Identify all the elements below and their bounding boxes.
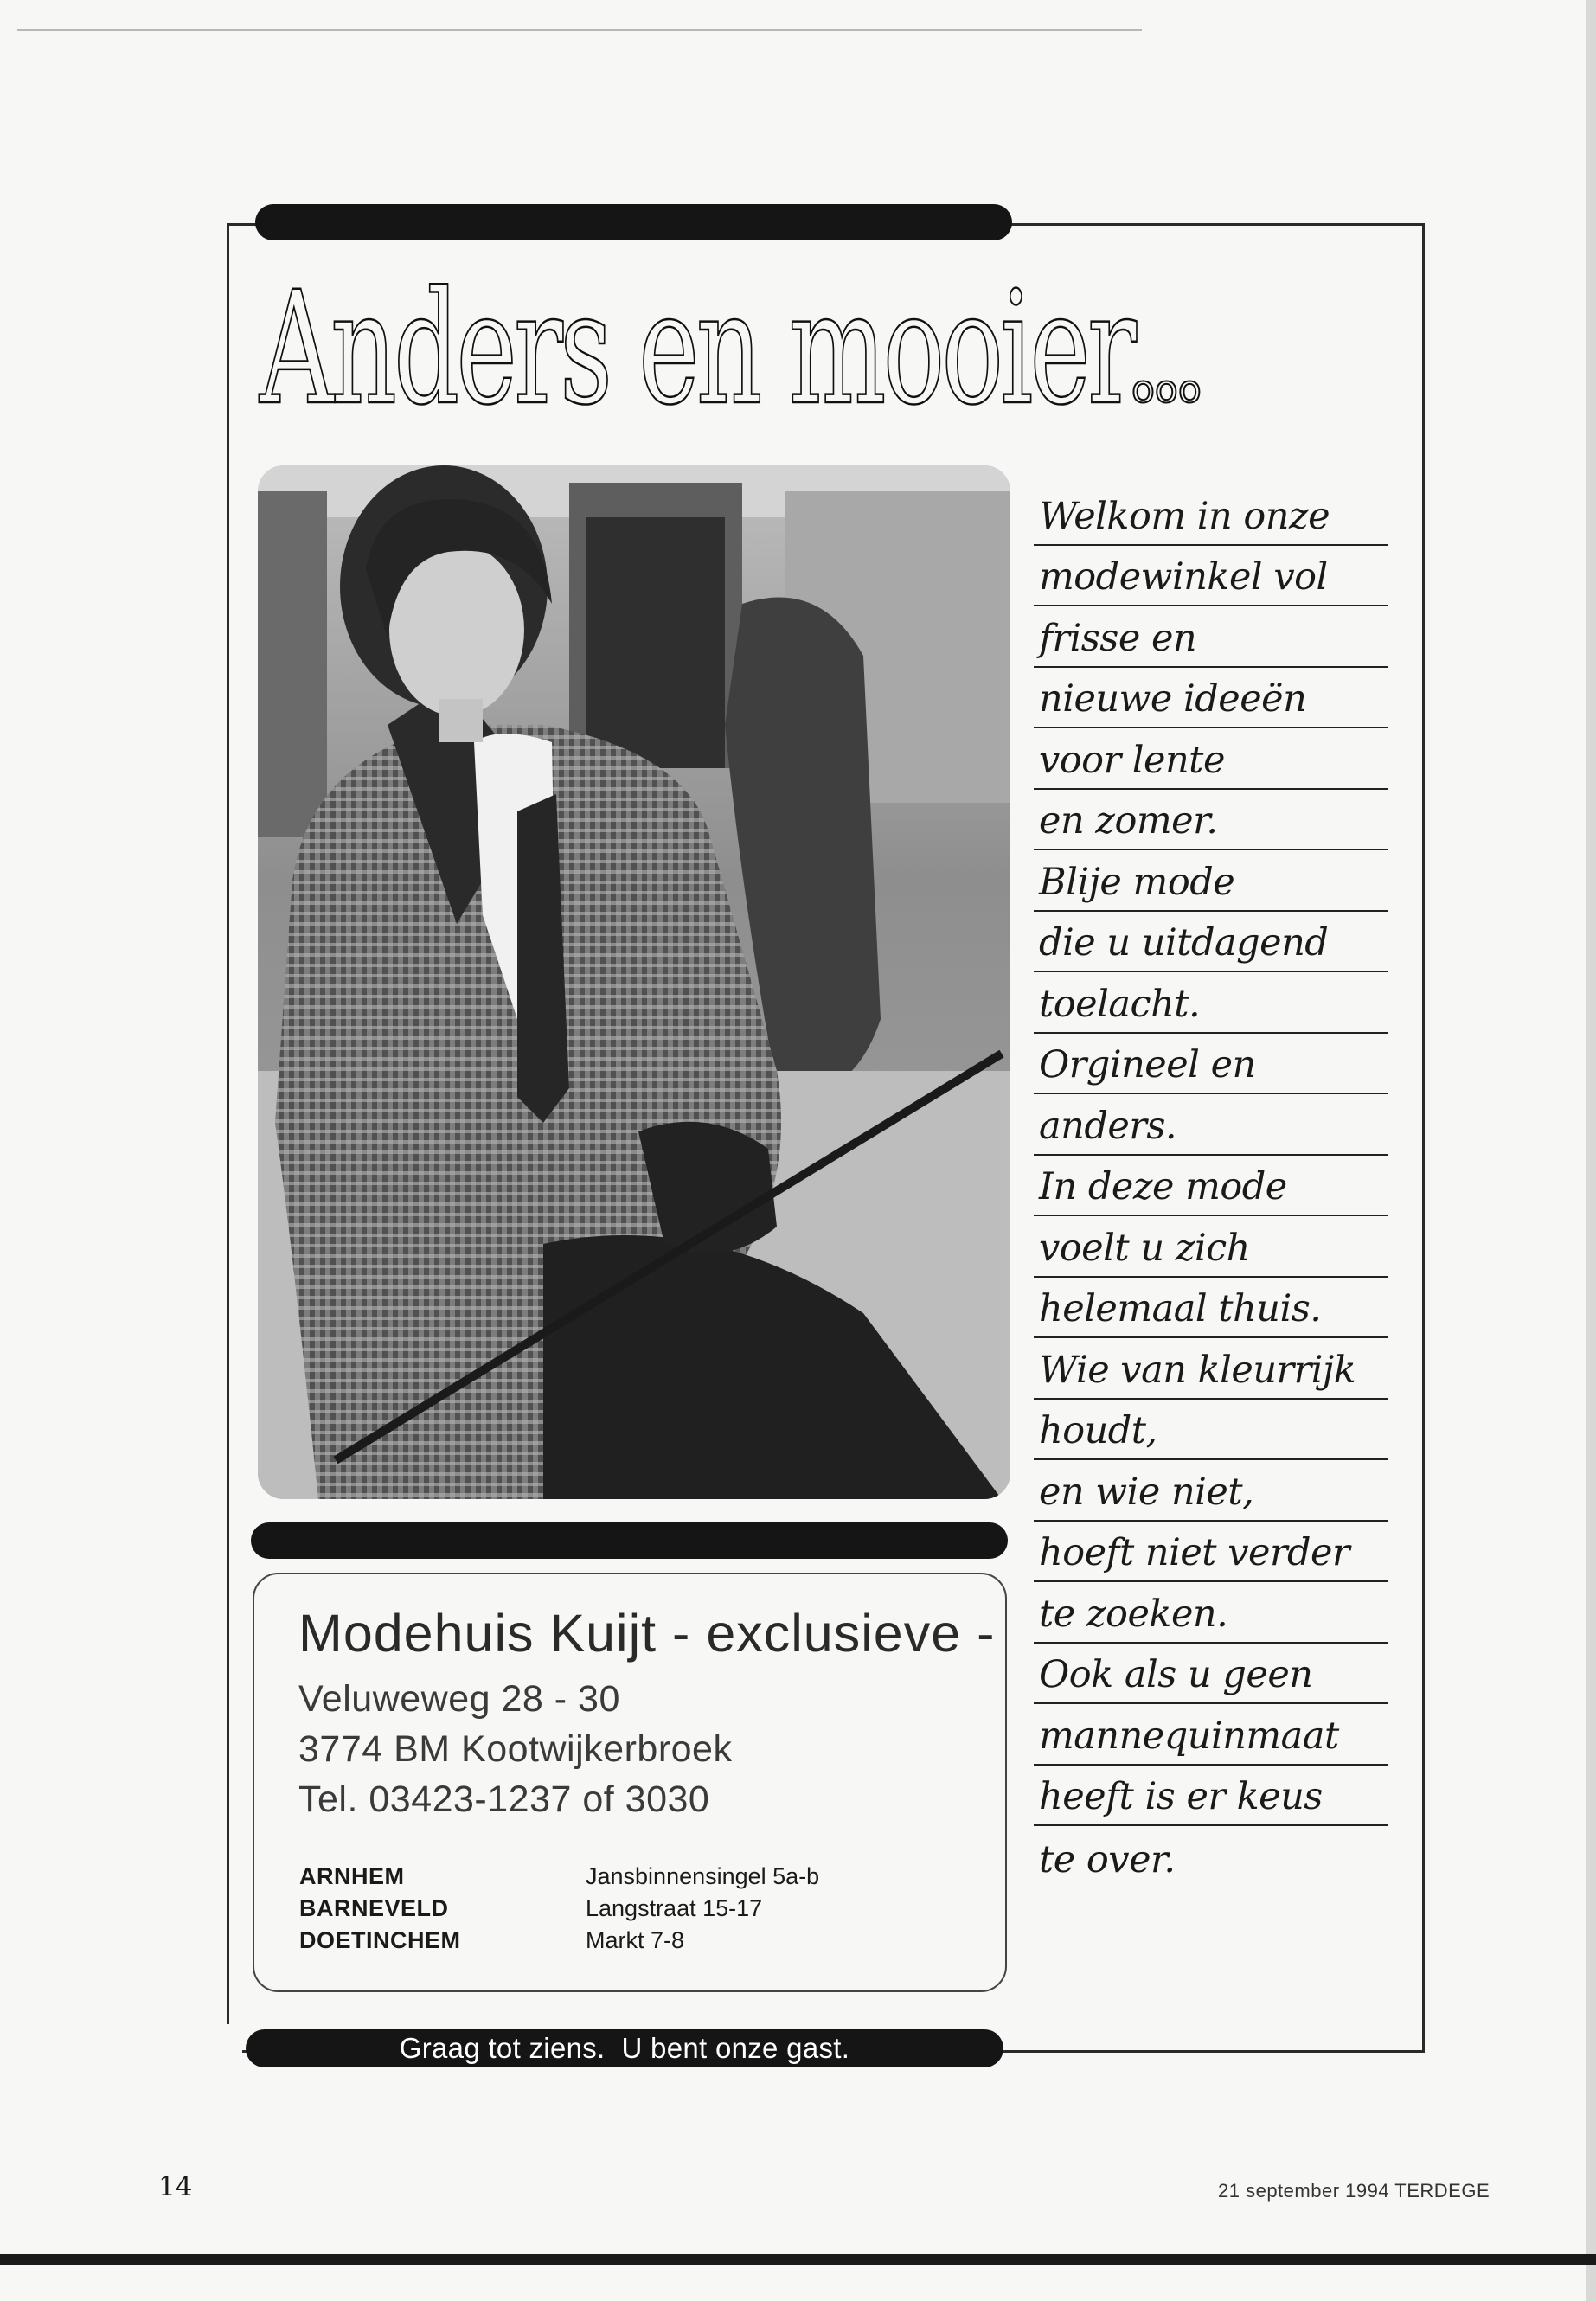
svg-text:ooo: ooo <box>1131 368 1202 412</box>
poem-line: Wie van kleurrijk <box>1034 1338 1388 1400</box>
branch-address: Jansbinnensingel 5a-b <box>586 1863 820 1889</box>
slogan-text: Graag tot ziens. U bent onze gast. <box>399 2032 850 2064</box>
headline <box>251 234 1246 433</box>
branch-address: Markt 7-8 <box>586 1927 685 1953</box>
poem-line: heeft is er keus <box>1034 1766 1388 1827</box>
poem-line: Blije mode <box>1034 850 1388 912</box>
poem-line: hoeft niet verder <box>1034 1522 1388 1583</box>
poem-line: toelacht. <box>1034 972 1388 1034</box>
photo-illustration <box>258 465 1010 1499</box>
svg-text:Anders en mooier: Anders en mooier <box>258 259 1138 433</box>
middle-black-bar <box>251 1522 1008 1559</box>
page-edge-shadow <box>1586 0 1596 2301</box>
branch-city: DOETINCHEM <box>299 1927 461 1953</box>
poem-line: en zomer. <box>1034 790 1388 851</box>
slogan-bar <box>246 2029 1003 2067</box>
page-number: 14 <box>158 2171 193 2202</box>
poem-line: te zoeken. <box>1034 1582 1388 1644</box>
poem-line: frisse en <box>1034 606 1388 668</box>
shop-phone: Tel. 03423-1237 of 3030 <box>298 1779 710 1820</box>
poem-line: te over. <box>1039 1837 1176 1881</box>
shop-name: Modehuis Kuijt - exclusieve - <box>298 1604 996 1663</box>
branch-city: BARNEVELD <box>299 1895 449 1921</box>
issue-footer: 21 september 1994 TERDEGE <box>1218 2180 1490 2202</box>
poem-line: Orgineel en <box>1034 1034 1388 1095</box>
poem-lines <box>1034 484 1388 1888</box>
top-rule <box>17 29 1142 31</box>
poem-line: voor lente <box>1034 728 1388 790</box>
fashion-photo <box>258 465 1010 1499</box>
poem-line: en wie niet, <box>1034 1460 1388 1522</box>
frame-gap <box>227 2024 242 2059</box>
poem-line: mannequinmaat <box>1034 1704 1388 1766</box>
shop-postal: 3774 BM Kootwijkerbroek <box>298 1728 733 1770</box>
poem-line: die u uitdagend <box>1034 912 1388 973</box>
poem-line: In deze mode <box>1034 1156 1388 1217</box>
poem-line: nieuwe ideeën <box>1034 668 1388 729</box>
poem-line: Ook als u geen <box>1034 1644 1388 1705</box>
bottom-edge-bar <box>0 2254 1596 2265</box>
poem-line: modewinkel vol <box>1034 546 1388 607</box>
poem-line: voelt u zich <box>1034 1216 1388 1278</box>
branch-address: Langstraat 15-17 <box>586 1895 763 1921</box>
poem-line: helemaal thuis. <box>1034 1278 1388 1339</box>
shop-street: Veluweweg 28 - 30 <box>298 1678 620 1720</box>
poem-line: Welkom in onze <box>1034 484 1388 546</box>
poem-line: houdt, <box>1034 1400 1388 1461</box>
poem-line: anders. <box>1034 1094 1388 1156</box>
branch-city: ARNHEM <box>299 1863 405 1889</box>
